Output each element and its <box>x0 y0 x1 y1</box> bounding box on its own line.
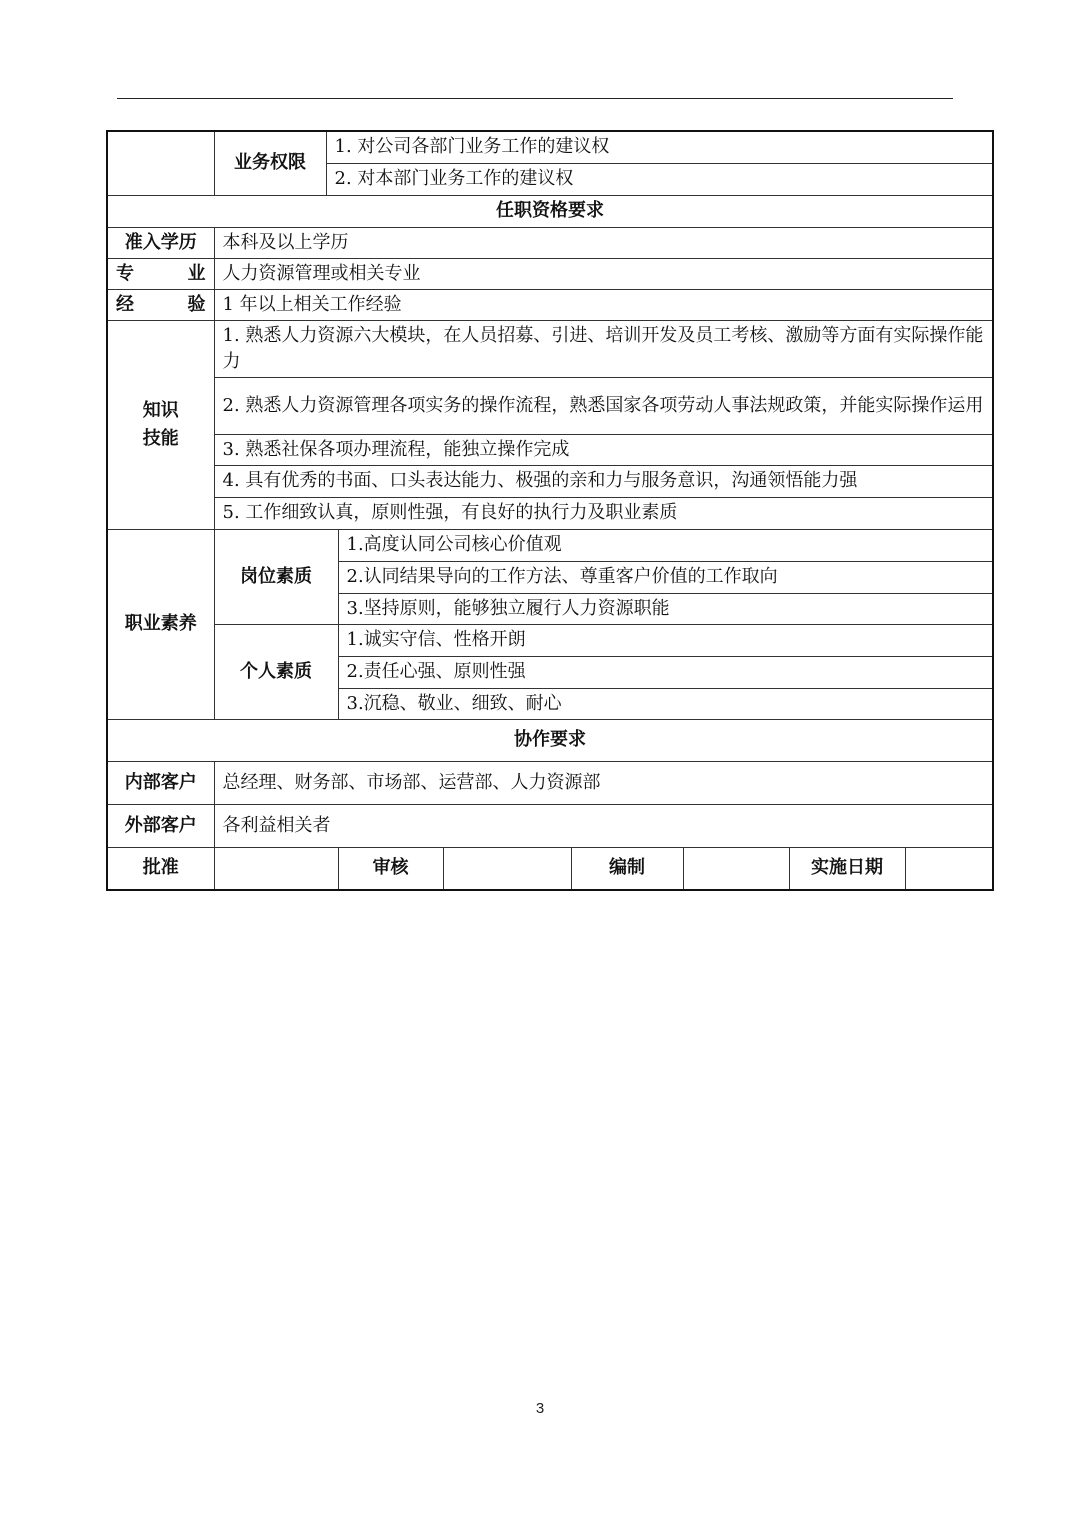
knowledge-row-1 <box>107 320 993 377</box>
knowledge-row-4 <box>107 465 993 497</box>
date-label: 实施日期 <box>789 847 905 890</box>
personal-item-2: 2.责任心强、原则性强 <box>338 656 993 688</box>
qualification-header-row <box>107 195 993 227</box>
external-client-row <box>107 804 993 847</box>
authority-blank-cell <box>107 131 214 195</box>
knowledge-item-5: 5. 工作细致认真，原则性强，有良好的执行力及职业素质 <box>214 497 993 529</box>
internal-client-label: 内部客户 <box>107 761 214 804</box>
compile-value[interactable] <box>683 847 789 890</box>
knowledge-label-line-2: 技能 <box>142 427 179 449</box>
external-client-label: 外部客户 <box>107 804 214 847</box>
personal-item-3: 3.沉稳、敬业、细致、耐心 <box>338 688 993 719</box>
job-description-table <box>106 130 994 891</box>
major-value: 人力资源管理或相关专业 <box>214 258 993 289</box>
signoff-row <box>107 847 993 890</box>
external-client-value: 各利益相关者 <box>214 804 993 847</box>
review-value[interactable] <box>443 847 571 890</box>
position-quality-label: 岗位素质 <box>214 529 338 624</box>
position-item-3: 3.坚持原则，能够独立履行人力资源职能 <box>338 593 993 624</box>
position-row-1 <box>107 529 993 561</box>
major-label: 专业 <box>107 258 214 289</box>
knowledge-item-1: 1. 熟悉人力资源六大模块，在人员招募、引进、培训开发及员工考核、激励等方面有实际操作能力 <box>214 320 993 377</box>
education-row <box>107 227 993 258</box>
major-row <box>107 258 993 289</box>
knowledge-label <box>107 320 214 529</box>
experience-row <box>107 289 993 320</box>
personal-row-1 <box>107 624 993 656</box>
knowledge-label-line-1: 知识 <box>142 399 179 421</box>
review-label: 审核 <box>338 847 443 890</box>
internal-client-value: 总经理、财务部、市场部、运营部、人力资源部 <box>214 761 993 804</box>
personal-item-1: 1.诚实守信、性格开朗 <box>338 624 993 656</box>
knowledge-row-2 <box>107 377 993 434</box>
knowledge-item-2: 2. 熟悉人力资源管理各项实务的操作流程，熟悉国家各项劳动人事法规政策，并能实际操作运用 <box>214 377 993 434</box>
knowledge-row-3 <box>107 434 993 465</box>
personal-quality-label: 个人素质 <box>214 624 338 719</box>
cooperation-title: 协作要求 <box>107 719 993 761</box>
knowledge-row-5 <box>107 497 993 529</box>
experience-label: 经验 <box>107 289 214 320</box>
position-item-2: 2.认同结果导向的工作方法、尊重客户价值的工作取向 <box>338 561 993 593</box>
internal-client-row <box>107 761 993 804</box>
experience-value: 1 年以上相关工作经验 <box>214 289 993 320</box>
header-rule <box>117 98 953 99</box>
cooperation-header-row <box>107 719 993 761</box>
compile-label: 编制 <box>571 847 683 890</box>
approve-value[interactable] <box>214 847 338 890</box>
date-value[interactable] <box>905 847 993 890</box>
authority-label: 业务权限 <box>214 131 326 195</box>
position-item-1: 1.高度认同公司核心价值观 <box>338 529 993 561</box>
knowledge-item-3: 3. 熟悉社保各项办理流程，能独立操作完成 <box>214 434 993 465</box>
authority-item-2: 2. 对本部门业务工作的建议权 <box>326 163 993 195</box>
page-number: 3 <box>535 1400 545 1417</box>
professional-label: 职业素养 <box>107 529 214 719</box>
authority-item-1: 1. 对公司各部门业务工作的建议权 <box>326 131 993 163</box>
approve-label: 批准 <box>107 847 214 890</box>
authority-row-1 <box>107 131 993 163</box>
education-label: 准入学历 <box>107 227 214 258</box>
education-value: 本科及以上学历 <box>214 227 993 258</box>
qualification-title: 任职资格要求 <box>107 195 993 227</box>
knowledge-item-4: 4. 具有优秀的书面、口头表达能力、极强的亲和力与服务意识，沟通领悟能力强 <box>214 465 993 497</box>
